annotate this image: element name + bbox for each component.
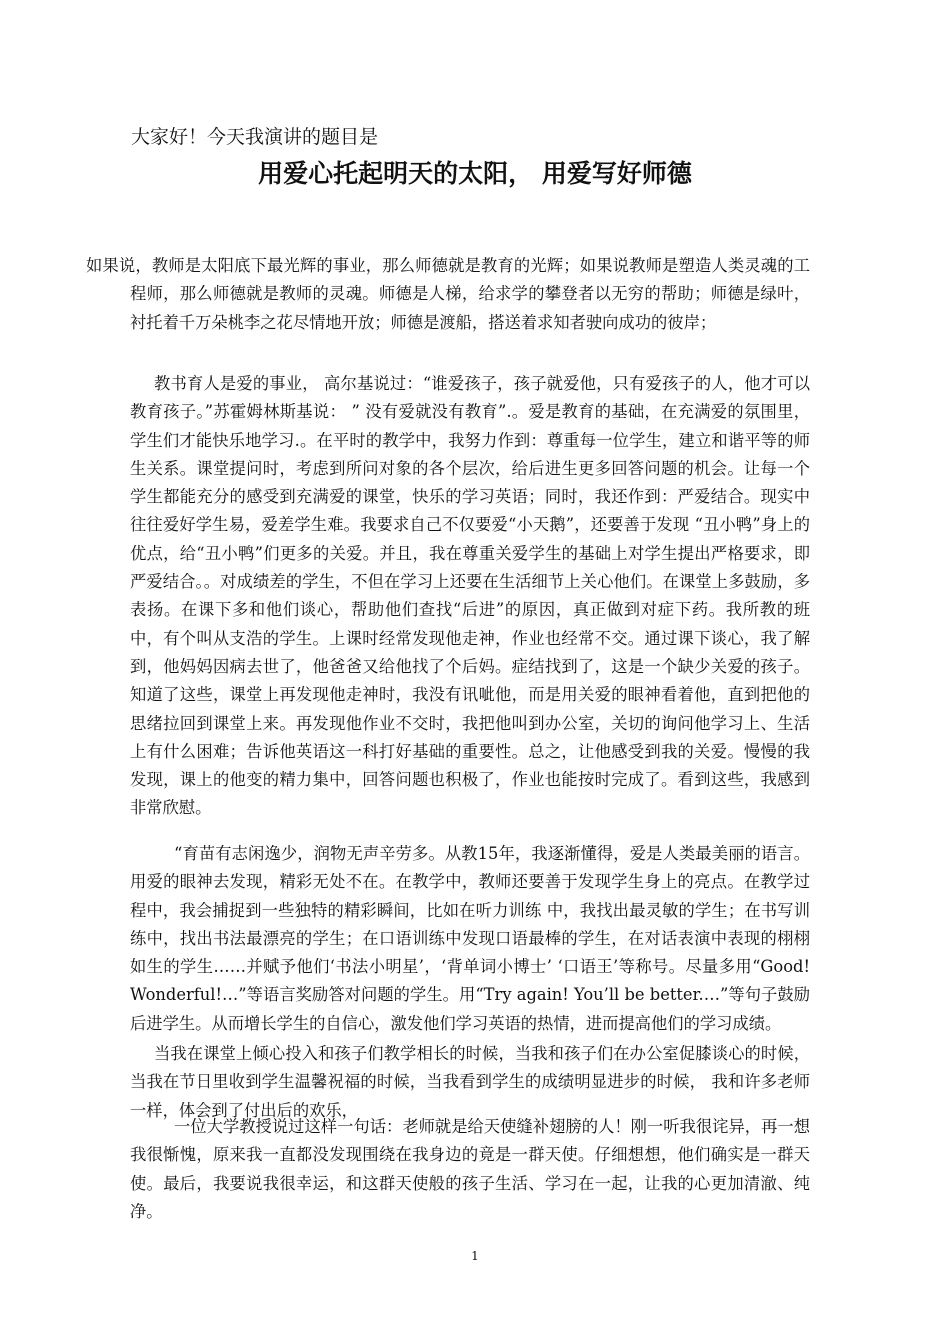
speech-title: 用爱心托起明天的太阳， 用爱写好师德: [258, 159, 692, 188]
paragraph-joy-of-giving: 当我在课堂上倾心投入和孩子们教学相长的时候，当我和孩子们在办公室促膝谈心的时候，当我在节日里收到学生温馨祝福的时候，当我看到学生的成绩明显进步的时候， 我和许多老师一样，体会到了付出后的欢乐，: [130, 1044, 810, 1120]
paragraph-angels-closing: 一位大学教授说过这样一句话：老师就是给天使缝补翅膀的人！刚一听我很诧异，再一想我很惭愧，原来我一直都没发现围绕在我身边的竟是一群天使。仔细想想，他们确实是一群天使。最后，我要说我很幸运，和这群天使般的孩子生活、学习在一起，让我的心更加清澈、纯净。: [130, 1117, 810, 1221]
page-number: 1: [471, 1249, 479, 1263]
paragraph-discover-strengths: “育苗有志闲逸少，润物无声辛劳多。从教15年，我逐渐懂得，爱是人类最美丽的语言。用爱的眼神去发现，精彩无处不在。在教学中，教师还要善于发现学生身上的亮点。在教学过程中，我会捕捉到一些独特的精彩瞬间，比如在听力训练 中，我找出最灵敏的学生；在书写训练中，找出书法最漂亮的学生；在口语训练中发现口语最棒的学生，在对话表演中表现的栩栩如生的学生……并赋予他们‘书法小明星’，‘背单词小博士’ ‘口语王’等称号。尽量多用“Good! Wonderful!…”等语言奖励答对问题的学生。用“Try again! You’ll be better.…”等句子鼓励后进学生。从而增长学生的自信心，激发他们学习英语的热情，进而提高他们的学习成绩。: [130, 844, 810, 1033]
paragraph-teacher-ethics: 如果说，教师是太阳底下最光辉的事业，那么师德就是教育的光辉；如果说教师是塑造人类灵魂的工程师，那么师德就是教师的灵魂。师德是人梯，给求学的攀登者以无穷的帮助；师德是绿叶，衬托着千万朵桃李之花尽情地开放；师德是渡船，搭送着求知者驶向成功的彼岸；: [86, 256, 810, 332]
paragraph-love-education: 教书育人是爱的事业， 高尔基说过：“谁爱孩子，孩子就爱他，只有爱孩子的人，他才可以教育孩子。”苏霍姆林斯基说： ” 没有爱就没有教育”.。爱是教育的基础，在充满爱的氛围里，学生们才能快乐地学习.。在平时的教学中，我努力作到：尊重每一位学生，建立和谐平等的师生关系。课堂提问时，考虑到所问对象的各个层次，给后进生更多回答问题的机会。让每一个学生都能充分的感受到充满爱的课堂，快乐的学习英语；同时，我还作到：严爱结合。现实中往往爱好学生易，爱差学生难。我要求自己不仅要爱“小天鹅”，还要善于发现 “丑小鸭”身上的优点，给“丑小鸭”们更多的关爱。并且，我在尊重关爱学生的基础上对学生提出严格要求，即严爱结合。。对成绩差的学生，不但在学习上还要在生活细节上关心他们。在课堂上多鼓励，多表扬。在课下多和他们谈心，帮助他们查找“后进”的原因，真正做到对症下药。我所教的班中，有个叫从支浩的学生。上课时经常发现他走神，作业也经常不交。通过课下谈心，我了解到，他妈妈因病去世了，他爸爸又给他找了个后妈。症结找到了，这是一个缺少关爱的孩子。知道了这些，课堂上再发现他走神时，我没有讯呲他，而是用关爱的眼神看着他，直到把他的思绪拉回到课堂上来。再发现他作业不交时，我把他叫到办公室，关切的询问他学习上、生活上有什么困难；告诉他英语这一科打好基础的重要性。总之，让他感受到我的关爱。慢慢的我发现，课上的他变的精力集中，回答问题也积极了，作业也能按时完成了。看到这些，我感到非常欣慰。: [130, 374, 810, 818]
speech-intro-line: 大家好！今天我演讲的题目是: [131, 126, 379, 148]
